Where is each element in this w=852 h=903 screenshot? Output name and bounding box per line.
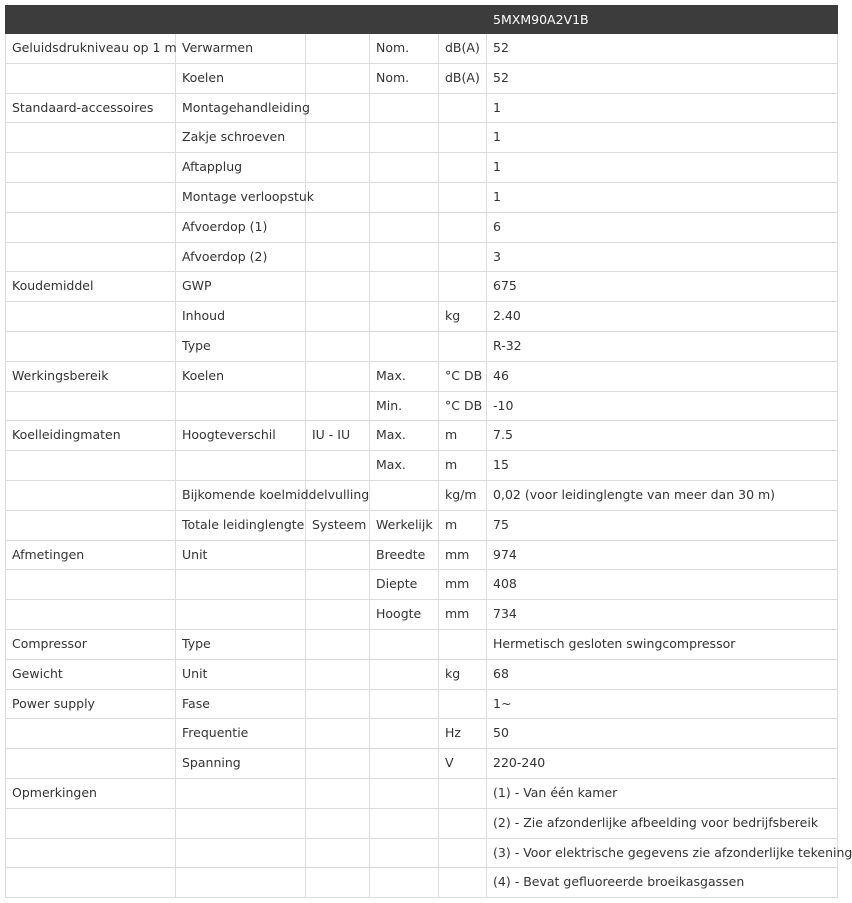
header-row (6, 6, 838, 34)
value-cell: 408 (487, 570, 838, 600)
value-cell: 3 (487, 242, 838, 272)
parameter-cell: Montagehandleiding (176, 93, 306, 123)
category-cell (6, 391, 176, 421)
unit-cell (439, 331, 487, 361)
category-cell (6, 868, 176, 898)
qualifier-cell (370, 689, 439, 719)
qualifier-cell (370, 749, 439, 779)
sub-parameter-cell (306, 63, 370, 93)
parameter-cell: Type (176, 629, 306, 659)
sub-parameter-cell (306, 391, 370, 421)
table-row (6, 182, 838, 212)
unit-cell (439, 808, 487, 838)
value-cell: 1 (487, 182, 838, 212)
unit-cell: °C DB (439, 361, 487, 391)
table-row (6, 749, 838, 779)
table-row (6, 153, 838, 183)
qualifier-cell: Max. (370, 421, 439, 451)
qualifier-cell: Diepte (370, 570, 439, 600)
qualifier-cell (370, 212, 439, 242)
unit-cell: m (439, 510, 487, 540)
qualifier-cell (370, 868, 439, 898)
qualifier-cell (370, 808, 439, 838)
qualifier-cell (370, 93, 439, 123)
category-cell (6, 212, 176, 242)
category-cell (6, 570, 176, 600)
table-row (6, 480, 838, 510)
category-cell: Power supply (6, 689, 176, 719)
sub-parameter-cell (306, 778, 370, 808)
value-cell: Hermetisch gesloten swingcompressor (487, 629, 838, 659)
value-cell: 68 (487, 659, 838, 689)
qualifier-cell: Max. (370, 451, 439, 481)
sub-parameter-cell (306, 153, 370, 183)
value-cell: 0,02 (voor leidinglengte van meer dan 30 m) (487, 480, 838, 510)
sub-parameter-cell (306, 689, 370, 719)
table-row (6, 391, 838, 421)
sub-parameter-cell (306, 93, 370, 123)
parameter-cell: Bijkomende koelmiddelvulling (176, 480, 306, 510)
value-cell: 1 (487, 93, 838, 123)
category-cell: Koudemiddel (6, 272, 176, 302)
qualifier-cell (370, 331, 439, 361)
sub-parameter-cell (306, 719, 370, 749)
sub-parameter-cell (306, 34, 370, 64)
value-cell: 974 (487, 540, 838, 570)
unit-cell (439, 689, 487, 719)
unit-cell: mm (439, 570, 487, 600)
category-cell (6, 242, 176, 272)
unit-cell: kg/m (439, 480, 487, 510)
category-cell: Compressor (6, 629, 176, 659)
sub-parameter-cell (306, 868, 370, 898)
qualifier-cell (370, 182, 439, 212)
category-cell (6, 331, 176, 361)
category-cell (6, 838, 176, 868)
table-row (6, 570, 838, 600)
qualifier-cell: Nom. (370, 34, 439, 64)
sub-parameter-cell (306, 749, 370, 779)
parameter-cell: Type (176, 331, 306, 361)
model-header: 5MXM90A2V1B (487, 6, 838, 34)
sub-parameter-cell (306, 629, 370, 659)
unit-cell (439, 629, 487, 659)
unit-cell: kg (439, 659, 487, 689)
unit-cell: mm (439, 540, 487, 570)
category-cell (6, 719, 176, 749)
parameter-cell (176, 868, 306, 898)
category-cell (6, 153, 176, 183)
sub-parameter-cell (306, 331, 370, 361)
category-cell: Werkingsbereik (6, 361, 176, 391)
table-row (6, 510, 838, 540)
parameter-cell: Koelen (176, 63, 306, 93)
spec-table (5, 5, 852, 898)
unit-cell (439, 868, 487, 898)
qualifier-cell: Nom. (370, 63, 439, 93)
table-row (6, 689, 838, 719)
unit-cell: dB(A) (439, 63, 487, 93)
table-row (6, 63, 838, 93)
qualifier-cell: Min. (370, 391, 439, 421)
parameter-cell: Inhoud (176, 302, 306, 332)
value-cell: 52 (487, 34, 838, 64)
value-cell: 52 (487, 63, 838, 93)
value-cell: 75 (487, 510, 838, 540)
unit-cell: m (439, 451, 487, 481)
parameter-cell (176, 838, 306, 868)
unit-cell: dB(A) (439, 34, 487, 64)
parameter-cell: Hoogteverschil (176, 421, 306, 451)
value-cell: 734 (487, 600, 838, 630)
table-row (6, 93, 838, 123)
category-cell: Afmetingen (6, 540, 176, 570)
parameter-cell: Montage verloopstuk (176, 182, 306, 212)
value-cell: 1 (487, 123, 838, 153)
parameter-cell: GWP (176, 272, 306, 302)
qualifier-cell: Werkelijk (370, 510, 439, 540)
sub-parameter-cell (306, 361, 370, 391)
parameter-cell: Aftapplug (176, 153, 306, 183)
table-row (6, 212, 838, 242)
table-row (6, 808, 838, 838)
unit-cell: V (439, 749, 487, 779)
category-cell (6, 480, 176, 510)
qualifier-cell (370, 480, 439, 510)
sub-parameter-cell (306, 182, 370, 212)
category-cell (6, 510, 176, 540)
sub-parameter-cell (306, 212, 370, 242)
table-row (6, 629, 838, 659)
category-cell (6, 123, 176, 153)
parameter-cell: Fase (176, 689, 306, 719)
sub-parameter-cell (306, 838, 370, 868)
qualifier-cell (370, 153, 439, 183)
table-row (6, 719, 838, 749)
category-cell (6, 451, 176, 481)
sub-parameter-cell (306, 272, 370, 302)
parameter-cell (176, 391, 306, 421)
sub-parameter-cell (306, 302, 370, 332)
table-row (6, 868, 838, 898)
qualifier-cell (370, 838, 439, 868)
value-cell: (4) - Bevat gefluoreerde broeikasgassen (487, 868, 838, 898)
sub-parameter-cell (306, 540, 370, 570)
qualifier-cell (370, 659, 439, 689)
category-cell: Standaard-accessoires (6, 93, 176, 123)
value-cell: 1~ (487, 689, 838, 719)
parameter-cell: Unit (176, 659, 306, 689)
unit-cell (439, 212, 487, 242)
value-cell: -10 (487, 391, 838, 421)
header-empty-cell (6, 6, 487, 34)
unit-cell: mm (439, 600, 487, 630)
sub-parameter-cell (306, 242, 370, 272)
parameter-cell: Afvoerdop (2) (176, 242, 306, 272)
category-cell: Geluidsdrukniveau op 1 m (6, 34, 176, 64)
table-row (6, 778, 838, 808)
value-cell: 220-240 (487, 749, 838, 779)
table-row (6, 34, 838, 64)
table-row (6, 659, 838, 689)
parameter-cell: Afvoerdop (1) (176, 212, 306, 242)
unit-cell (439, 93, 487, 123)
unit-cell (439, 242, 487, 272)
value-cell: (3) - Voor elektrische gegevens zie afzonderlijke tekening (487, 838, 838, 868)
value-cell: 46 (487, 361, 838, 391)
table-row (6, 361, 838, 391)
unit-cell (439, 123, 487, 153)
parameter-cell: Unit (176, 540, 306, 570)
unit-cell (439, 182, 487, 212)
table-row (6, 600, 838, 630)
qualifier-cell (370, 123, 439, 153)
unit-cell (439, 153, 487, 183)
unit-cell (439, 838, 487, 868)
category-cell (6, 808, 176, 838)
parameter-cell (176, 808, 306, 838)
category-cell (6, 302, 176, 332)
category-cell (6, 182, 176, 212)
value-cell: 7.5 (487, 421, 838, 451)
value-cell: 1 (487, 153, 838, 183)
parameter-cell: Zakje schroeven (176, 123, 306, 153)
sub-parameter-cell: Systeem (306, 510, 370, 540)
qualifier-cell (370, 719, 439, 749)
value-cell: 15 (487, 451, 838, 481)
category-cell (6, 600, 176, 630)
parameter-cell (176, 778, 306, 808)
qualifier-cell: Max. (370, 361, 439, 391)
qualifier-cell (370, 272, 439, 302)
table-row (6, 242, 838, 272)
unit-cell: m (439, 421, 487, 451)
table-row (6, 838, 838, 868)
qualifier-cell: Breedte (370, 540, 439, 570)
value-cell: (2) - Zie afzonderlijke afbeelding voor bedrijfsbereik (487, 808, 838, 838)
parameter-cell: Spanning (176, 749, 306, 779)
table-row (6, 302, 838, 332)
qualifier-cell: Hoogte (370, 600, 439, 630)
unit-cell (439, 778, 487, 808)
sub-parameter-cell: IU - IU (306, 421, 370, 451)
sub-parameter-cell (306, 123, 370, 153)
table-row (6, 540, 838, 570)
sub-parameter-cell (306, 600, 370, 630)
value-cell: 2.40 (487, 302, 838, 332)
parameter-cell (176, 600, 306, 630)
spec-body (6, 34, 852, 898)
sub-parameter-cell (306, 451, 370, 481)
qualifier-cell (370, 242, 439, 272)
category-cell (6, 63, 176, 93)
unit-cell: Hz (439, 719, 487, 749)
parameter-cell: Frequentie (176, 719, 306, 749)
value-cell: 6 (487, 212, 838, 242)
parameter-cell: Koelen (176, 361, 306, 391)
unit-cell (439, 272, 487, 302)
category-cell: Koelleidingmaten (6, 421, 176, 451)
value-cell: 675 (487, 272, 838, 302)
value-cell: 50 (487, 719, 838, 749)
parameter-cell (176, 570, 306, 600)
parameter-cell: Verwarmen (176, 34, 306, 64)
unit-cell: kg (439, 302, 487, 332)
category-cell: Gewicht (6, 659, 176, 689)
table-row (6, 451, 838, 481)
table-row (6, 421, 838, 451)
qualifier-cell (370, 302, 439, 332)
table-row (6, 123, 838, 153)
qualifier-cell (370, 629, 439, 659)
sub-parameter-cell (306, 659, 370, 689)
sub-parameter-cell (306, 808, 370, 838)
parameter-cell (176, 451, 306, 481)
table-row (6, 272, 838, 302)
category-cell: Opmerkingen (6, 778, 176, 808)
value-cell: R-32 (487, 331, 838, 361)
unit-cell: °C DB (439, 391, 487, 421)
value-cell: (1) - Van één kamer (487, 778, 838, 808)
category-cell (6, 749, 176, 779)
qualifier-cell (370, 778, 439, 808)
sub-parameter-cell (306, 570, 370, 600)
table-row (6, 331, 838, 361)
parameter-cell: Totale leidinglengte (176, 510, 306, 540)
